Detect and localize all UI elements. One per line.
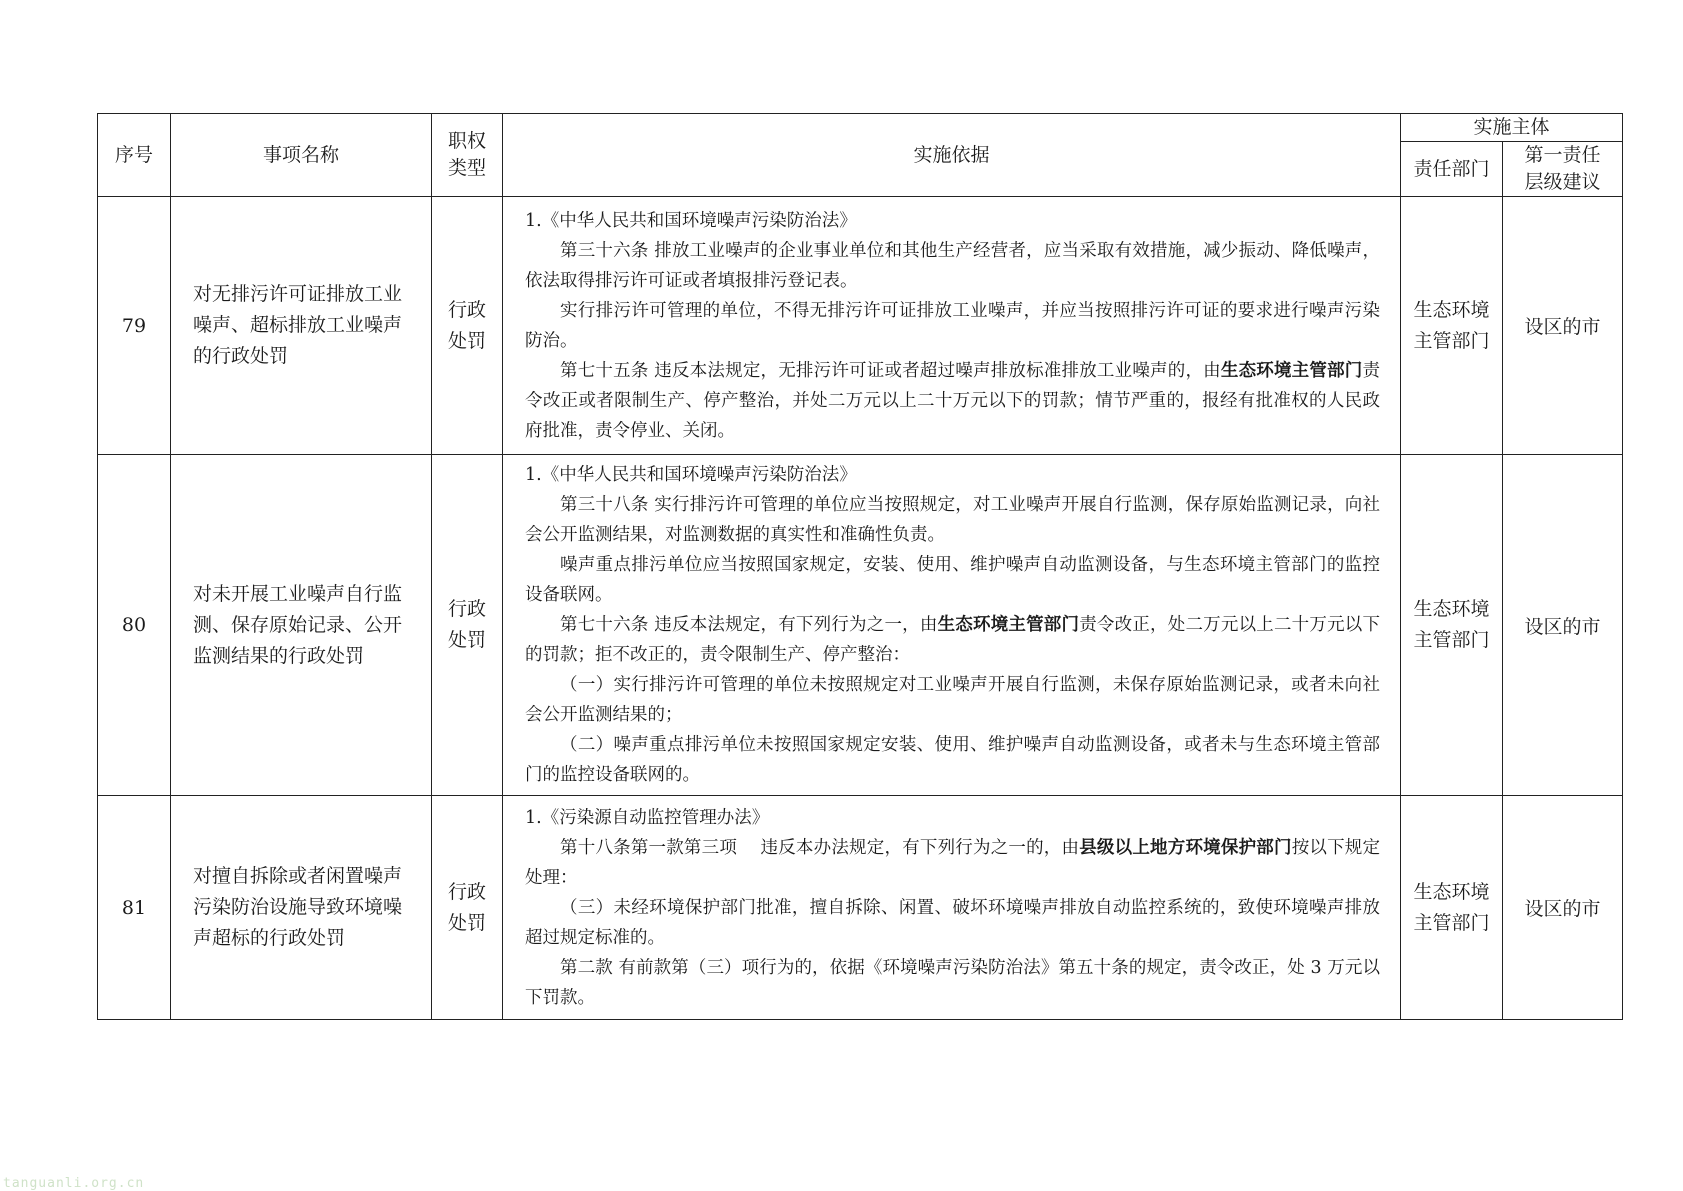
first-level: 设区的市 (1503, 197, 1623, 455)
header-level-line1: 第一责任 (1524, 144, 1601, 166)
dept-line2: 主管部门 (1413, 329, 1490, 352)
responsible-dept (1401, 796, 1503, 1020)
dept-line1: 生态环境 (1413, 598, 1490, 620)
header-type (432, 114, 503, 197)
dept-line1: 生态环境 (1413, 880, 1490, 903)
basis-bold-authority: 生态环境主管部门 (937, 615, 1080, 635)
row-number: 81 (98, 796, 171, 1020)
header-type-line1: 职权 (447, 130, 486, 152)
dept-line2: 主管部门 (1413, 911, 1490, 934)
header-type-line2: 类型 (447, 157, 486, 179)
table-row (98, 197, 1623, 455)
header-level-line2: 层级建议 (1524, 171, 1601, 193)
header-name: 事项名称 (171, 114, 432, 197)
item-name: 对擅自拆除或者闲置噪声污染防治设施导致环境噪声超标的行政处罚 (171, 796, 432, 1020)
legal-basis (503, 197, 1401, 455)
watermark: tanguanli.org.cn (3, 1176, 145, 1191)
basis-paragraph: 实行排污许可管理的单位，不得无排污许可证排放工业噪声，并应当按照排污许可证的要求进行噪声污染防治。 (525, 300, 1380, 351)
penalty-table (97, 113, 1623, 1020)
basis-bold-authority: 县级以上地方环境保护部门 (1079, 837, 1292, 858)
basis-paragraph: 第三十八条 实行排污许可管理的单位应当按照规定，对工业噪声开展自行监测，保存原始监测记录，向社会公开监测结果，对监测数据的真实性和准确性负责。 (525, 495, 1380, 545)
power-type (432, 197, 503, 455)
first-level: 设区的市 (1503, 455, 1623, 796)
basis-paragraph: （一）实行排污许可管理的单位未按照规定对工业噪声开展自行监测，未保存原始监测记录，或者未向社会公开监测结果的； (525, 675, 1380, 725)
header-seq: 序号 (98, 114, 171, 197)
basis-paragraph (525, 610, 1380, 670)
power-type-line2: 处罚 (447, 911, 486, 934)
item-name: 对未开展工业噪声自行监测、保存原始记录、公开监测结果的行政处罚 (171, 455, 432, 796)
basis-text: 第十八条第一款第三项 违反本办法规定，有下列行为之一的，由 (560, 837, 1080, 858)
power-type-line2: 处罚 (447, 629, 486, 651)
power-type (432, 796, 503, 1020)
legal-basis (503, 796, 1401, 1020)
dept-line1: 生态环境 (1413, 298, 1490, 321)
basis-paragraph: 噪声重点排污单位应当按照国家规定，安装、使用、维护噪声自动监测设备，与生态环境主管部门的监控设备联网。 (525, 555, 1380, 605)
basis-paragraph: （三）未经环境保护部门批准，擅自拆除、闲置、破坏环境噪声排放自动监控系统的，致使环境噪声排放超过规定标准的。 (525, 897, 1380, 948)
basis-text: 按以下规定处理： (525, 837, 1381, 888)
row-number: 80 (98, 455, 171, 796)
table-row (98, 455, 1623, 796)
basis-law-title: 1.《中华人民共和国环境噪声污染防治法》 (525, 210, 857, 231)
power-type (432, 455, 503, 796)
header-row-1 (98, 114, 1623, 142)
power-type-line1: 行政 (447, 880, 486, 903)
basis-text: 责令改正，处二万元以上二十万元以下的罚款；拒不改正的，责令限制生产、停产整治： (525, 615, 1381, 665)
row-number: 79 (98, 197, 171, 455)
responsible-dept (1401, 197, 1503, 455)
basis-paragraph (525, 356, 1380, 446)
basis-text: 第七十六条 违反本法规定，有下列行为之一，由 (560, 615, 938, 635)
table-row (98, 796, 1623, 1020)
power-type-line2: 处罚 (447, 329, 486, 352)
header-subject: 实施主体 (1401, 114, 1623, 142)
basis-paragraph: 第二款 有前款第（三）项行为的，依据《环境噪声污染防治法》第五十条的规定，责令改正，处 3 万元以下罚款。 (525, 957, 1380, 1008)
basis-text: 第七十五条 违反本法规定，无排污许可证或者超过噪声排放标准排放工业噪声的，由 (560, 360, 1221, 381)
basis-paragraph: 第三十六条 排放工业噪声的企业事业单位和其他生产经营者，应当采取有效措施，减少振动、降低噪声，依法取得排污许可证或者填报排污登记表。 (525, 240, 1380, 291)
header-basis: 实施依据 (503, 114, 1401, 197)
basis-law-title: 1.《中华人民共和国环境噪声污染防治法》 (525, 465, 857, 485)
responsible-dept (1401, 455, 1503, 796)
header-level (1503, 142, 1623, 197)
basis-paragraph: （二）噪声重点排污单位未按照国家规定安装、使用、维护噪声自动监测设备，或者未与生态环境主管部门的监控设备联网的。 (525, 735, 1380, 785)
header-dept: 责任部门 (1401, 142, 1503, 197)
power-type-line1: 行政 (447, 298, 486, 321)
basis-paragraph (525, 833, 1380, 893)
basis-text: 责令改正或者限制生产、停产整治，并处二万元以上二十万元以下的罚款；情节严重的，报经有批准权的人民政府批准，责令停业、关闭。 (525, 360, 1381, 441)
first-level: 设区的市 (1503, 796, 1623, 1020)
legal-basis (503, 455, 1401, 796)
power-type-line1: 行政 (447, 598, 486, 620)
dept-line2: 主管部门 (1413, 629, 1490, 651)
item-name: 对无排污许可证排放工业噪声、超标排放工业噪声的行政处罚 (171, 197, 432, 455)
basis-bold-authority: 生态环境主管部门 (1220, 360, 1363, 381)
basis-law-title: 1.《污染源自动监控管理办法》 (525, 807, 770, 828)
